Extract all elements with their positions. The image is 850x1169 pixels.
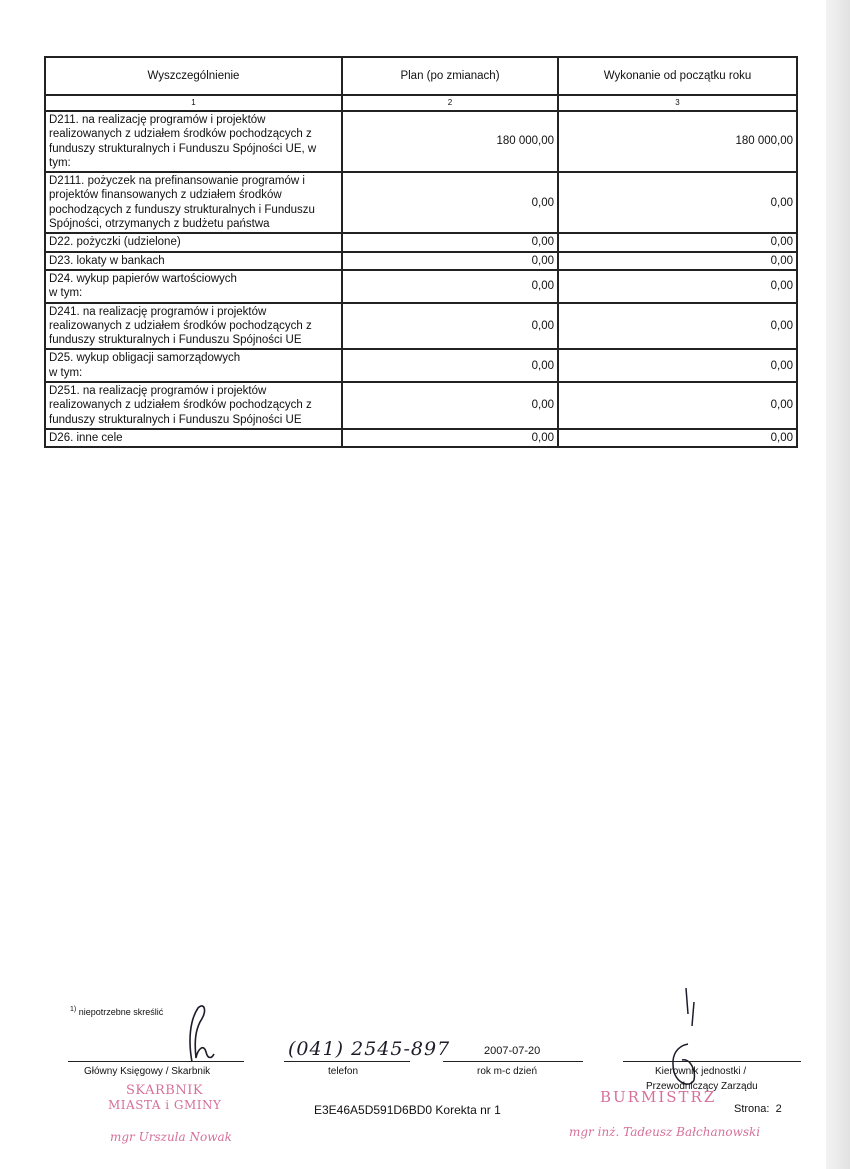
row-description: D25. wykup obligacji samorządowych w tym:	[45, 349, 342, 382]
date-line	[443, 1061, 583, 1062]
phone-label: telefon	[328, 1066, 359, 1077]
column-number: 2	[342, 95, 558, 111]
footnote-text: niepotrzebne skreślić	[78, 1007, 164, 1017]
treasurer-stamp-title: SKARBNIK	[126, 1083, 204, 1098]
treasurer-stamp-subtitle: MIASTA i GMINY	[108, 1098, 222, 1112]
row-execution-value: 180 000,00	[558, 111, 797, 172]
table-row	[45, 349, 797, 382]
date-value: 2007-07-20	[484, 1045, 541, 1057]
row-execution-value: 0,00	[558, 349, 797, 382]
footnote-mark: 1)	[70, 1006, 77, 1013]
table-row	[45, 233, 797, 251]
row-execution-value: 0,00	[558, 233, 797, 251]
mayor-stamp-name: mgr inż. Tadeusz Bałchanowski	[569, 1125, 761, 1139]
phone-handwritten: (041) 2545-897	[288, 1038, 451, 1060]
table-row	[45, 172, 797, 233]
row-plan-value: 180 000,00	[342, 111, 558, 172]
phone-line	[284, 1061, 410, 1062]
page-edge-shadow	[826, 0, 850, 1169]
header-description: Wyszczególnienie	[45, 57, 342, 95]
table-row	[45, 303, 797, 350]
treasurer-stamp-name: mgr Urszula Nowak	[110, 1130, 232, 1144]
table-row	[45, 111, 797, 172]
table-row	[45, 382, 797, 429]
row-plan-value: 0,00	[342, 252, 558, 270]
footnote	[70, 1006, 163, 1017]
row-description: D2111. pożyczek na prefinansowanie programów i projektów finansowanych z udziałem środków pochodzących z funduszy strukturalnych i Funduszu Spójności, otrzymanych z budżetu państwa	[45, 172, 342, 233]
table-row	[45, 429, 797, 447]
header-execution: Wykonanie od początku roku	[558, 57, 797, 95]
accountant-label: Główny Księgowy / Skarbnik	[84, 1066, 211, 1077]
row-description: D26. inne cele	[45, 429, 342, 447]
row-plan-value: 0,00	[342, 172, 558, 233]
date-label: rok m-c dzień	[477, 1066, 538, 1077]
row-execution-value: 0,00	[558, 382, 797, 429]
column-number: 3	[558, 95, 797, 111]
manager-signature	[660, 984, 710, 1094]
page-number-value: 2	[775, 1103, 782, 1115]
row-plan-value: 0,00	[342, 303, 558, 350]
row-plan-value: 0,00	[342, 429, 558, 447]
row-description: D241. na realizację programów i projektów realizowanych z udziałem środków pochodzących z funduszy strukturalnych i Funduszu Spójności UE	[45, 303, 342, 350]
row-execution-value: 0,00	[558, 270, 797, 303]
row-plan-value: 0,00	[342, 382, 558, 429]
table-row	[45, 252, 797, 270]
accountant-signature	[170, 1000, 220, 1070]
row-description: D22. pożyczki (udzielone)	[45, 233, 342, 251]
mayor-stamp-title: BURMISTRZ	[600, 1088, 717, 1106]
report-table	[44, 56, 798, 448]
table-header-row	[45, 57, 797, 95]
row-execution-value: 0,00	[558, 303, 797, 350]
row-description: D251. na realizację programów i projektów realizowanych z udziałem środków pochodzących z funduszy strukturalnych i Funduszu Spójności UE	[45, 382, 342, 429]
row-plan-value: 0,00	[342, 270, 558, 303]
row-execution-value: 0,00	[558, 429, 797, 447]
header-plan: Plan (po zmianach)	[342, 57, 558, 95]
row-plan-value: 0,00	[342, 233, 558, 251]
column-number: 1	[45, 95, 342, 111]
accountant-signature-line	[68, 1061, 244, 1062]
column-number-row	[45, 95, 797, 111]
page-number	[734, 1103, 782, 1115]
table-row	[45, 270, 797, 303]
row-description: D24. wykup papierów wartościowych w tym:	[45, 270, 342, 303]
row-description: D23. lokaty w bankach	[45, 252, 342, 270]
row-plan-value: 0,00	[342, 349, 558, 382]
page-label: Strona:	[734, 1103, 770, 1115]
row-description: D211. na realizację programów i projektów realizowanych z udziałem środków pochodzących z funduszy strukturalnych i Funduszu Spójności UE, w tym:	[45, 111, 342, 172]
manager-label-line1: Kierownik jednostki /	[655, 1066, 747, 1077]
document-code: E3E46A5D591D6BD0 Korekta nr 1	[314, 1103, 501, 1117]
manager-label-line2: Przewodniczący Zarządu	[646, 1081, 758, 1092]
manager-signature-line	[623, 1061, 801, 1062]
row-execution-value: 0,00	[558, 252, 797, 270]
row-execution-value: 0,00	[558, 172, 797, 233]
